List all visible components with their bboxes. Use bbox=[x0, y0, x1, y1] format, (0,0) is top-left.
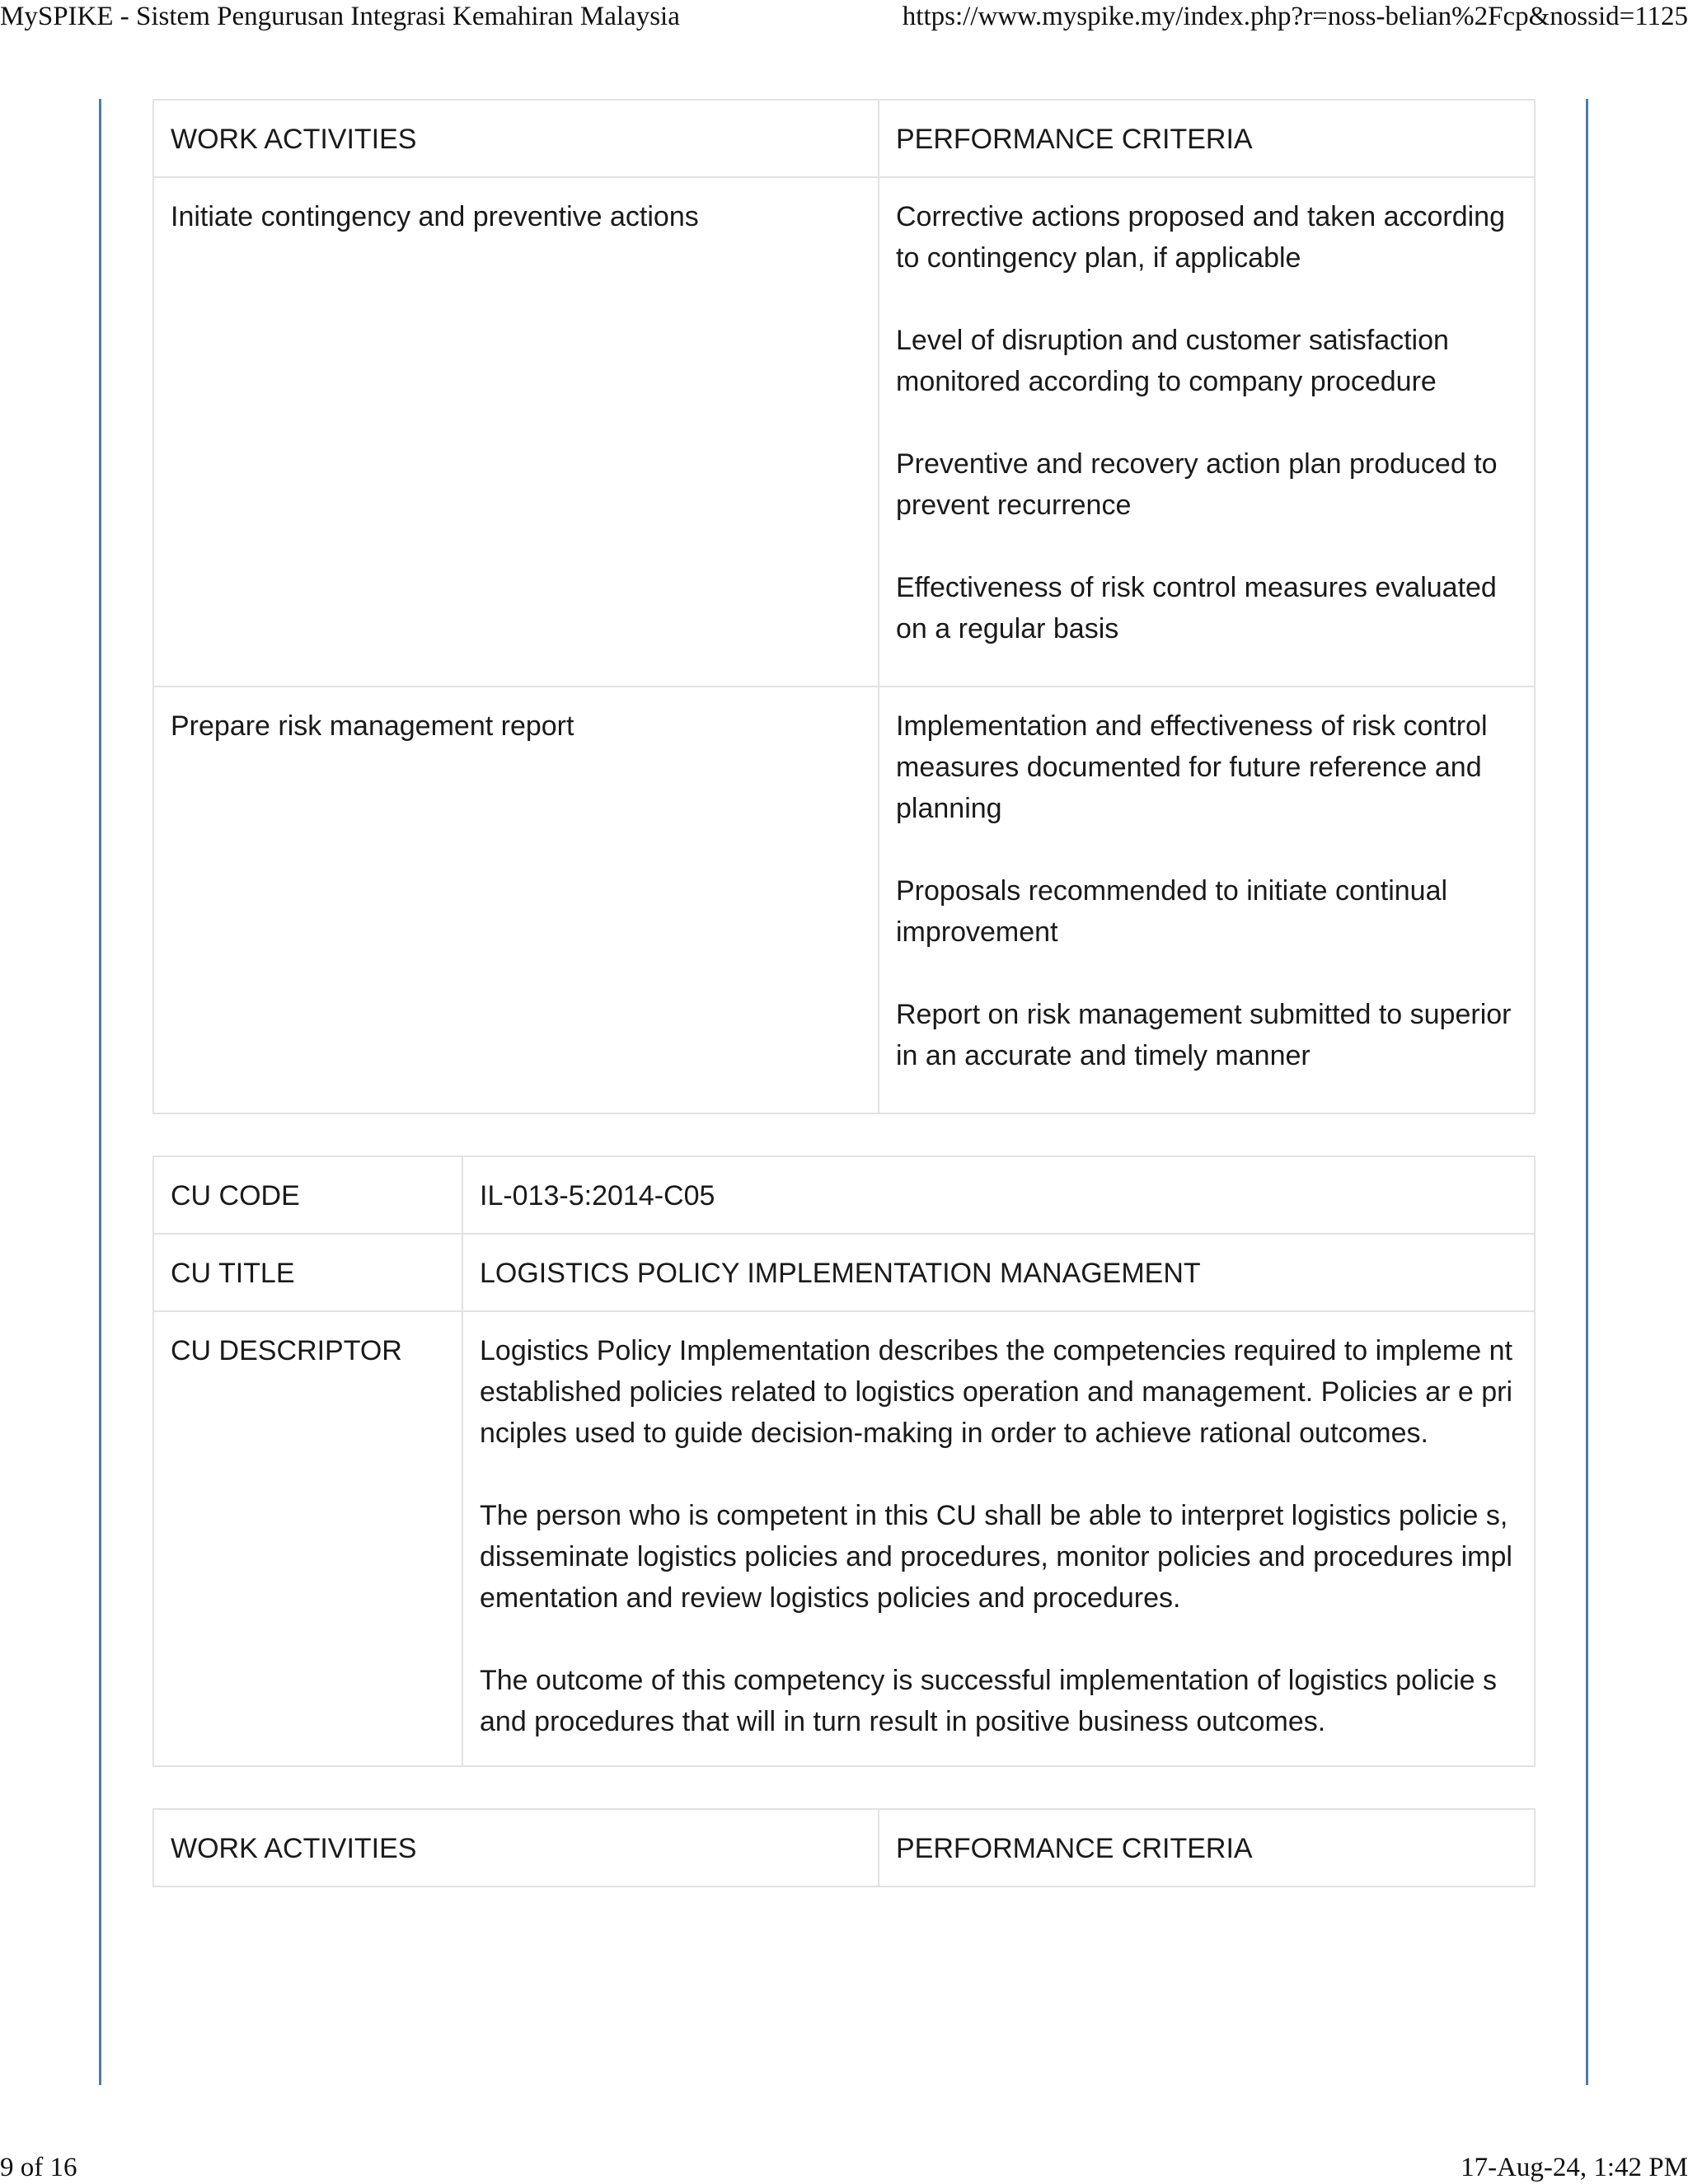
performance-criteria-cell bbox=[879, 687, 1535, 1113]
cu-code-label: CU CODE bbox=[153, 1156, 462, 1234]
cu-title-value: LOGISTICS POLICY IMPLEMENTATION MANAGEMENT bbox=[462, 1234, 1535, 1311]
page-indicator: 9 of 16 bbox=[0, 2153, 77, 2182]
criterion-item: Implementation and effectiveness of risk control measures documented for future reference and planning bbox=[896, 710, 1488, 824]
cu-descriptor-value bbox=[462, 1311, 1535, 1766]
criterion-item: Effectiveness of risk control measures evaluated on a regular basis bbox=[896, 572, 1497, 644]
cu-descriptor-label: CU DESCRIPTOR bbox=[153, 1311, 462, 1766]
criterion-item: Proposals recommended to initiate continual improvement bbox=[896, 875, 1448, 948]
criterion-item: Corrective actions proposed and taken according to contingency plan, if applicable bbox=[896, 201, 1505, 274]
performance-criteria-cell bbox=[879, 177, 1535, 687]
performance-criteria-header: PERFORMANCE CRITERIA bbox=[879, 1809, 1535, 1886]
table-header-row bbox=[153, 100, 1535, 177]
table-row bbox=[153, 1311, 1535, 1766]
frame-border-left bbox=[99, 99, 101, 2085]
cu-title-label: CU TITLE bbox=[153, 1234, 462, 1311]
work-activity-cell: Initiate contingency and preventive actions bbox=[153, 177, 879, 687]
page-content bbox=[152, 99, 1536, 1916]
work-activities-table bbox=[152, 99, 1536, 1114]
print-footer bbox=[0, 2151, 1688, 2184]
table-row bbox=[153, 1156, 1535, 1234]
descriptor-paragraph: The outcome of this competency is successful implementation of logistics policie s and procedures that will in turn result in positive business outcomes. bbox=[480, 1665, 1497, 1737]
criterion-item: Level of disruption and customer satisfaction monitored according to company procedure bbox=[896, 325, 1449, 397]
work-activities-header: WORK ACTIVITIES bbox=[153, 1809, 879, 1886]
criterion-item: Preventive and recovery action plan produced to prevent recurrence bbox=[896, 448, 1498, 521]
table-row bbox=[153, 177, 1535, 687]
cu-info-table bbox=[152, 1155, 1536, 1767]
site-title: MySPIKE - Sistem Pengurusan Integrasi Kemahiran Malaysia bbox=[0, 2, 680, 31]
table-row bbox=[153, 1234, 1535, 1311]
frame-border-right bbox=[1586, 99, 1588, 2085]
cu-code-value: IL-013-5:2014-C05 bbox=[462, 1156, 1535, 1234]
table-header-row bbox=[153, 1809, 1535, 1886]
print-header bbox=[0, 0, 1688, 36]
work-activities-header: WORK ACTIVITIES bbox=[153, 100, 879, 177]
performance-criteria-header: PERFORMANCE CRITERIA bbox=[879, 100, 1535, 177]
criterion-item: Report on risk management submitted to superior in an accurate and timely manner bbox=[896, 999, 1512, 1071]
work-activities-table-2 bbox=[152, 1808, 1536, 1887]
work-activity-cell: Prepare risk management report bbox=[153, 687, 879, 1113]
descriptor-paragraph: The person who is competent in this CU shall be able to interpret logistics policie s, disseminate logistics policies and procedures, monitor policies and procedures implementation and review logistics policies and procedures. bbox=[480, 1500, 1512, 1614]
table-row bbox=[153, 687, 1535, 1113]
print-timestamp: 17-Aug-24, 1:42 PM bbox=[1461, 2153, 1688, 2182]
descriptor-paragraph: Logistics Policy Implementation describes the competencies required to impleme nt established policies related to logistics operation and management. Policies ar e principles used to guide decision-making in order to achieve rational outcomes. bbox=[480, 1335, 1513, 1449]
page-url: https://www.myspike.my/index.php?r=noss-belian%2Fcp&nossid=1125 bbox=[902, 2, 1688, 31]
